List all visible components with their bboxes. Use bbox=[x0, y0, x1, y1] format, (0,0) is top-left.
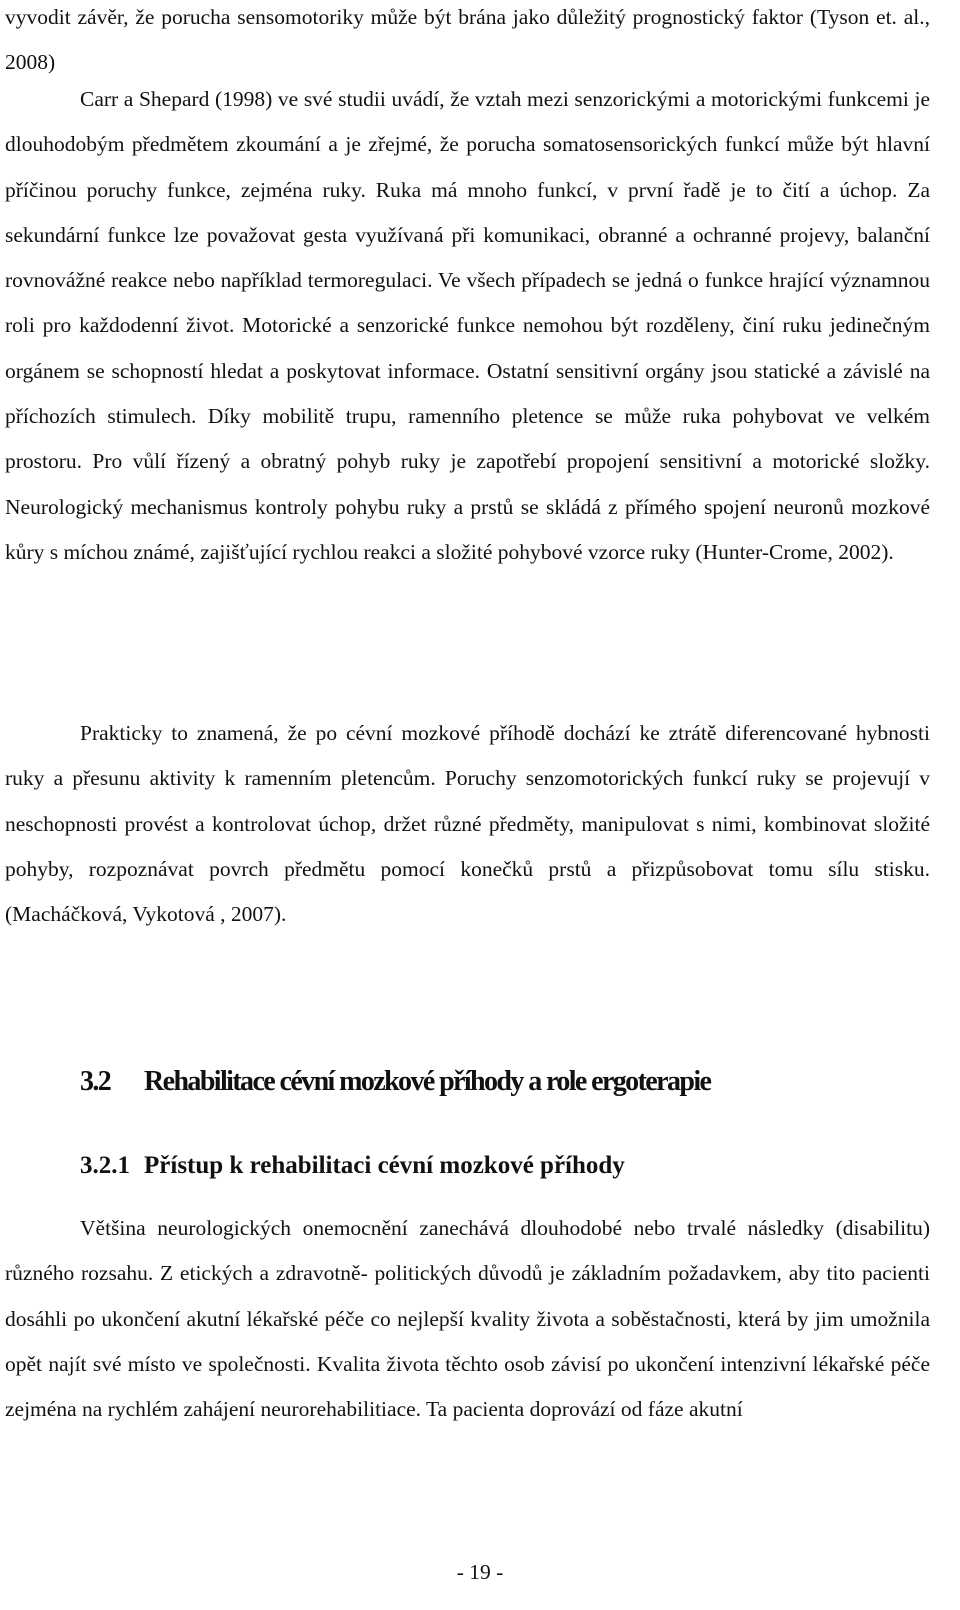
paragraph-vetsina: Většina neurologických onemocnění zanechává dlouhodobé nebo trvalé následky (disabilitu) různého rozsahu. Z etických a zdravotně- politických důvodů je základním požadavkem, aby tito pacienti dosáhli po ukončení akutní lékařské péče co nejlepší kvality života a soběstačnosti, která by jim umožnila opět najít své místo ve společnosti. Kvalita života těchto osob závisí po ukončení intenzivní lékařské péče zejména na rychlém zahájení neurorehabilitiace. Ta pacienta doprovází od fáze akutní bbox=[5, 1216, 930, 1422]
section-number: 3.2 bbox=[80, 1066, 111, 1097]
subsection-number: 3.2.1 bbox=[80, 1152, 130, 1179]
paragraph-prakticky: Prakticky to znamená, že po cévní mozkové příhodě dochází ke ztrátě diferencované hybnosti ruky a přesunu aktivity k ramenním pletencům. Poruchy senzomotorických funkcí ruky se projevují v neschopnosti provést a kontrolovat úchop, držet různé předměty, manipulovat s nimi, kombinovat složité pohyby, rozpoznávat povrch předmětu pomocí konečků prstů a přizpůsobovat tomu sílu stisku. (Macháčková, Vykotová , 2007). bbox=[5, 721, 930, 927]
subsection-heading bbox=[80, 1152, 625, 1180]
section-title: Rehabilitace cévní mozkové příhody a role ergoterapie bbox=[144, 1066, 711, 1097]
paragraph-continuation: vyvodit závěr, že porucha sensomotoriky může být brána jako důležitý prognostický faktor (Tyson et. al., 2008) bbox=[5, 5, 930, 75]
section-heading bbox=[80, 1066, 710, 1098]
subsection-title: Přístup k rehabilitaci cévní mozkové příhody bbox=[144, 1152, 625, 1179]
paragraph-carr-shepard: Carr a Shepard (1998) ve své studii uvádí, že vztah mezi senzorickými a motorickými funkcemi je dlouhodobým předmětem zkoumání a je zřejmé, že porucha somatosensorických funkcí může být hlavní příčinou poruchy funkce, zejména ruky. Ruka má mnoho funkcí, v první řadě je to čití a úchop. Za sekundární funkce lze považovat gesta využívaná při komunikaci, obranné a ochranné projevy, balanční rovnovážné reakce nebo například termoregulaci. Ve všech případech se jedná o funkce hrající významnou roli pro každodenní život. Motorické a senzorické funkce nemohou být rozděleny, činí ruku jedinečným orgánem se schopností hledat a poskytovat informace. Ostatní sensitivní orgány jsou statické a závislé na příchozích stimulech. Díky mobilitě trupu, ramenního pletence se může ruka pohybovat ve velkém prostoru. Pro vůlí řízený a obratný pohyb ruky je zapotřebí propojení sensitivní a motorické složky. Neurologický mechanismus kontroly pohybu ruky a prstů se skládá z přímého spojení neuronů mozkové kůry s míchou známé, zajišťující rychlou reakci a složité pohybové vzorce ruky (Hunter-Crome, 2002). bbox=[5, 87, 930, 564]
page-number: - 19 - bbox=[456, 1560, 504, 1584]
